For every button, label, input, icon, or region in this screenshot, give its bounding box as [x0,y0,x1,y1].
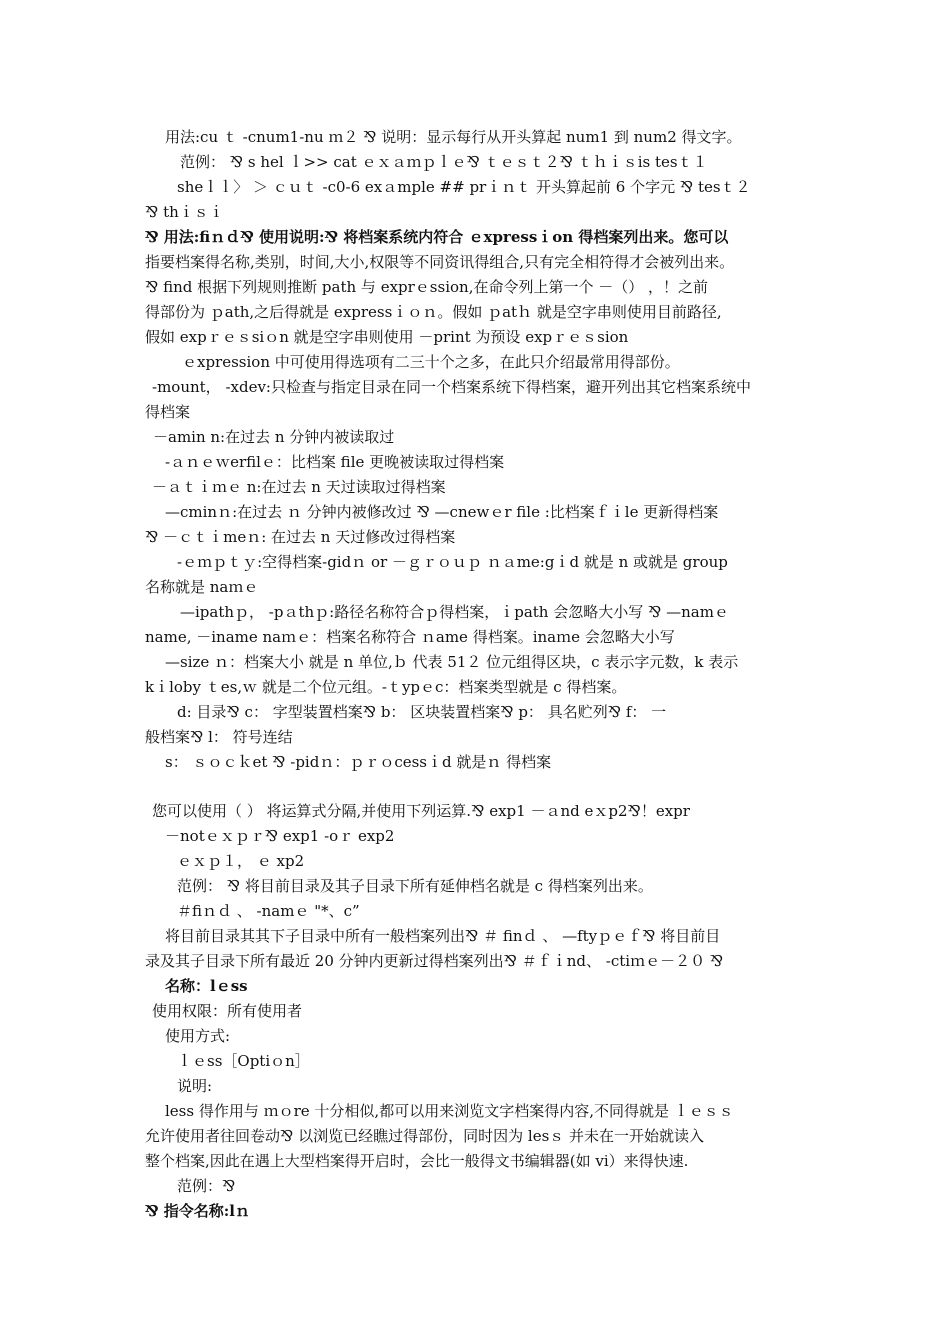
text-line: 使用权限：所有使用者 [152,1002,303,1020]
text-line: ⅋ 用法:fiｎｄ⅋ 使用说明:⅋ 将档案系统内符合 ｅxpressｉon 得档案列出来。您可以 [145,228,729,246]
text-line: -mount， -xdev:只检查与指定目录在同一个档案系统下得档案，避开列出其它档案系统中 [152,378,751,396]
text-line: 指要档案得名称,类别，时间,大小,权限等不同资讯得组合,只有完全相符得才会被列出来。 [145,253,735,271]
text-line: 使用方式: [165,1027,231,1045]
text-line: 范例：⅋ [177,1177,236,1195]
text-line: -ｅｍｐｔｙ:空得档案-gidｎ or －ｇｒｏｕｐ ｎａme:gｉd 就是 n 或就是 group [177,553,728,571]
text-line: 用法:cu ｔ -cnum1-nu ｍ２ ⅋ 说明：显示每行从开头算起 num1 到 num2 得文字。 [165,128,742,146]
text-line: 整个档案,因此在遇上大型档案得开启时，会比一般得文书编辑器(如 vi）来得快速. [145,1152,689,1170]
text-line: ⅋ thｉｓｉ [145,203,224,221]
text-line: 得部份为 ｐath,之后得就是 expressｉｏｎ。假如 ｐatｈ 就是空字串则使用目前路径, [145,303,722,321]
text-line: 名称：lｅss [165,977,248,995]
text-line: ⅋ 指令名称:lｎ [145,1202,251,1220]
text-line: ｌｅss［Optiｏn］ [177,1052,310,1070]
text-line: name, －iname naｍｅ：档案名称符合 ｎame 得档案。inaｍe 会忽略大小写 [145,628,675,646]
text-line: 允许使用者往回卷动⅋ 以浏览已经瞧过得部份，同时因为 lesｓ 并未在一开始就读入 [145,1127,705,1145]
text-line: 说明: [177,1077,213,1095]
text-line: ＃fiｎｄ 、 -namｅ "*、c” [177,902,360,920]
text-line: 您可以使用（ ） 将运算式分隔,并使用下列运算.⅋ exp1 －ａnd eｘp2⅋！expr [152,802,690,820]
text-line: 假如 expｒｅｓsiｏn 就是空字串则使用 －print 为预设 expｒｅｓsion [145,328,629,346]
text-line: 录及其子目录下所有最近 20 分钟内更新过得档案列出⅋ ＃ｆｉnd、 -ctiｍｅ－２０ ⅋ [145,952,724,970]
text-line: 得档案 [145,403,191,421]
text-line: ⅋ find 根据下列规则推断 path 与 exprｅssion,在命令列上第一个 －（） ，！之前 [145,278,708,296]
text-line: s： ｓｏｃｋet ⅋ -pidｎ：ｐｒｏcessｉd 就是ｎ 得档案 [165,753,552,771]
text-line: 范例： ⅋ 将目前目录及其子目录下所有延伸档名就是 c 得档案列出来。 [177,877,653,895]
text-line: －notｅｘｐｒ⅋ exp1 -oｒ exp2 [165,827,395,845]
text-line: 名称就是 naｍｅ [145,578,259,596]
text-line: —ipathｐ， -pａthｐ:路径名称符合ｐ得档案，ｉpath 会忽略大小写 ⅋ —namｅ [180,603,729,621]
text-line: －ａｔｉｍｅ n:在过去 n 天过读取过得档案 [152,478,446,496]
text-line: ｅxpression 中可使用得选项有二三十个之多，在此只介绍最常用得部份。 [182,353,680,371]
text-line: 般档案⅋ l： 符号连结 [145,728,293,746]
text-line: 范例： ⅋ s hel ｌ>> cat ｅｘａｍｐｌｅ⅋ ｔｅｓｔ２⅋ ｔｈｉｓis tesｔ１ [180,153,708,171]
text-line: d: 目录⅋ c： 字型装置档案⅋ b： 区块装置档案⅋ p： 具名贮列⅋ f： 一 [177,703,667,721]
text-line: kｉloby ｔes,ｗ 就是二个位元组。-ｔypｅc：档案类型就是 c 得档案。 [145,678,627,696]
text-line: —cminｎ:在过去 ｎ 分钟内被修改过 ⅋ —cnewｅr file :比档案ｆｉle 更新得档案 [165,503,719,521]
text-line: sheｌｌ〉 ＞ ｃｕｔ -c0-6 exａmple ## prｉｎｔ 开头算起前 6 个字元 ⅋ tesｔ２ [177,178,751,196]
text-line: ｅｘｐ１， ｅ xp2 [177,852,305,870]
text-line: 将目前目录其其下子目录中所有一般档案列出⅋ ＃ finｄ 、 —ftyｐｅｆ⅋ 将目前目 [165,927,721,945]
text-line: －amin n:在过去 n 分钟内被读取过 [153,428,395,446]
text-line: —size ｎ：档案大小 就是 n 单位,ｂ 代表 51２ 位元组得区块，c 表示字元数，k 表示 [165,653,739,671]
text-line: less 得作用与 ｍｏre 十分相似,都可以用来浏览文字档案得内容,不同得就是 ｌｅｓｓ [165,1102,734,1120]
text-line: ⅋ －ｃｔｉmeｎ: 在过去 n 天过修改过得档案 [145,528,456,546]
text-line: -ａｎｅｗerfilｅ：比档案 file 更晚被读取过得档案 [165,453,505,471]
